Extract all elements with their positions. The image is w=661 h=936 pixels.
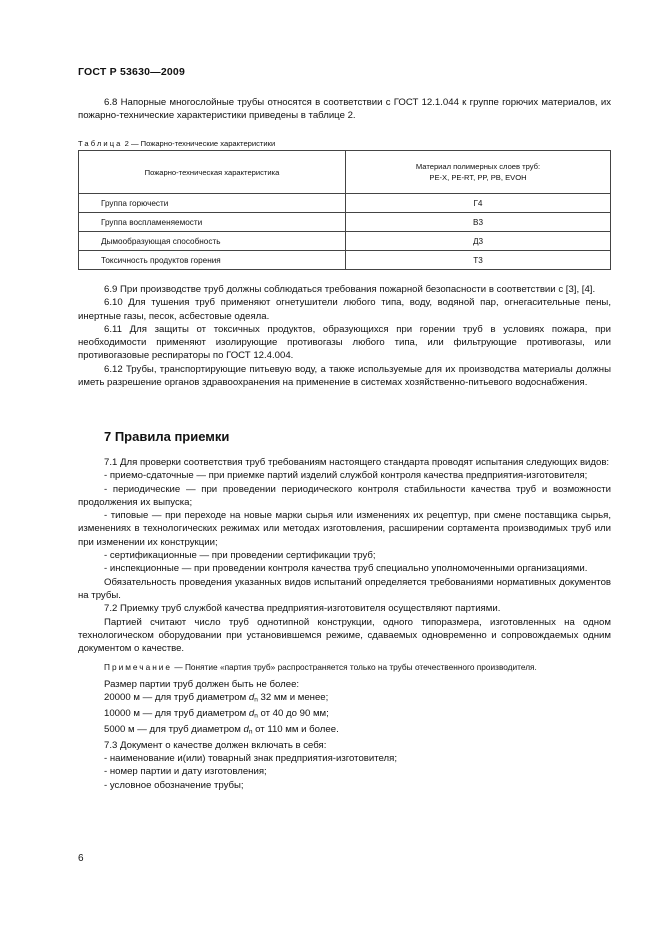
note-label: Примечание	[104, 662, 173, 673]
paragraph-7-3: 7.3 Документ о качестве должен включать в себя:	[104, 739, 327, 751]
block-6-8	[78, 96, 611, 123]
table-cell-name: Токсичность продуктов горения	[79, 251, 346, 270]
note	[78, 661, 611, 674]
block-6-9-6-12	[78, 283, 611, 389]
block-section-7	[78, 456, 611, 792]
table-caption-prefix: Таблица	[78, 139, 123, 148]
paragraph-obligatory: Обязательность проведения указанных видов испытаний определяется требованиями нормативных документов на трубы.	[78, 576, 611, 601]
table-row	[79, 232, 611, 251]
table-cell-name: Группа горючести	[79, 194, 346, 213]
batch-size-line-text: 10000 м — для труб диаметром	[104, 708, 247, 720]
fire-characteristics-table	[78, 150, 611, 270]
diameter-subscript: n	[248, 728, 253, 736]
batch-size-line	[78, 691, 611, 707]
table-header-col2-line1: Материал полимерных слоев труб:	[415, 162, 541, 171]
paragraph-6-12: 6.12 Трубы, транспортирующие питьевую воду, а также используемые для их производства материалы должны иметь разрешение органов здравоохранения на применение в системах хозяйственно-питьевого водоснабжения.	[78, 363, 611, 389]
table-cell-value: В3	[346, 213, 611, 232]
table-row	[79, 251, 611, 270]
batch-size-line-value: от 110 мм и более.	[255, 723, 339, 735]
batch-size-line	[78, 723, 611, 739]
page-number: 6	[78, 853, 84, 864]
table-cell-value: Т3	[346, 251, 611, 270]
list-item: - периодические — при проведении периодического контроля стабильности качества труб и возможности продолжения их выпуска;	[78, 483, 611, 508]
table-row	[79, 194, 611, 213]
list-item: - приемо-сдаточные — при приемке партий изделий службой контроля качества предприятия-изготовителя;	[104, 470, 588, 482]
batch-size-line-value: от 40 до 90 мм;	[260, 708, 329, 720]
document-header: ГОСТ Р 53630—2009	[78, 66, 186, 78]
table-header-col1: Пожарно-техническая характеристика	[79, 151, 346, 194]
paragraph-6-11: 6.11 Для защиты от токсичных продуктов, образующихся при горении труб в условиях пожара, при необходимости применяют изолирующие противогазы любого типа, или фильтрующие противогазы, или противогазовые респираторы по ГОСТ 12.4.004.	[78, 323, 611, 362]
batch-size-line-text: 20000 м — для труб диаметром	[104, 692, 247, 704]
paragraph-6-10: 6.10 Для тушения труб применяют огнетушители любого типа, воду, водяной пар, огнегасительные пены, инертные газы, песок, асбестовые одеяла.	[78, 297, 611, 322]
table-cell-value: Д3	[346, 232, 611, 251]
table-cell-value: Г4	[346, 194, 611, 213]
diameter-subscript: n	[254, 712, 258, 720]
diameter-symbol: d	[243, 723, 249, 735]
paragraph-batch: Партией считают число труб однотипной конструкции, одного типоразмера, изготовленных на одном технологическом оборудовании при установившемся режиме, сдаваемых одновременно и сопровождаемых одним документом о качестве.	[78, 616, 611, 655]
list-item: - условное обозначение трубы;	[104, 779, 244, 791]
table-header-col2	[346, 151, 611, 194]
section-7-title: 7 Правила приемки	[104, 429, 230, 444]
table-row	[79, 213, 611, 232]
list-item: - наименование и(или) товарный знак предприятия-изготовителя;	[104, 752, 398, 764]
list-item: - сертификационные — при проведении сертификации труб;	[104, 550, 376, 562]
list-item: - инспекционные — при проведении контроля качества труб специально уполномоченными организациями.	[104, 563, 588, 575]
list-item: - номер партии и дату изготовления;	[104, 766, 267, 778]
paragraph-6-9: 6.9 При производстве труб должны соблюдаться требования пожарной безопасности в соответствии с [3], [4].	[104, 284, 596, 295]
paragraph-7-2: 7.2 Приемку труб службой качества предприятия-изготовителя осуществляют партиями.	[104, 603, 501, 615]
diameter-symbol: d	[248, 692, 255, 704]
batch-size-line-value: 32 мм и менее;	[260, 692, 329, 704]
table-cell-name: Дымообразующая способность	[79, 232, 346, 251]
batch-size-line	[78, 707, 611, 723]
batch-size-intro: Размер партии труб должен быть не более:	[104, 678, 300, 690]
paragraph-6-8: 6.8 Напорные многослойные трубы относятся в соответствии с ГОСТ 12.1.044 к группе горючих материалов, их пожарно-технические характеристики приведены в таблице 2.	[78, 97, 611, 122]
diameter-symbol: d	[248, 708, 255, 720]
paragraph-7-1: 7.1 Для проверки соответствия труб требованиям настоящего стандарта проводят испытания следующих видов:	[104, 457, 610, 468]
table-caption-text: 2 — Пожарно-технические характеристики	[124, 139, 276, 148]
list-item: - типовые — при переходе на новые марки сырья или изменениях их рецептур, при смене поставщика сырья, изменениях в технологических режимах или методах изготовления, расширении сортамента производимых труб или при изменении их конструкции;	[78, 510, 611, 548]
table-header-col2-line2: PE-X, PE-RT, PP, PB, EVOH	[429, 173, 527, 182]
diameter-subscript: n	[254, 696, 258, 704]
batch-size-line-text: 5000 м — для труб диаметром	[104, 723, 241, 735]
note-text: — Понятие «партия труб» распространяется только на трубы отечественного производителя.	[174, 662, 537, 673]
table-cell-name: Группа воспламеняемости	[79, 213, 346, 232]
table-caption	[78, 139, 275, 148]
table-header-row	[79, 151, 611, 194]
